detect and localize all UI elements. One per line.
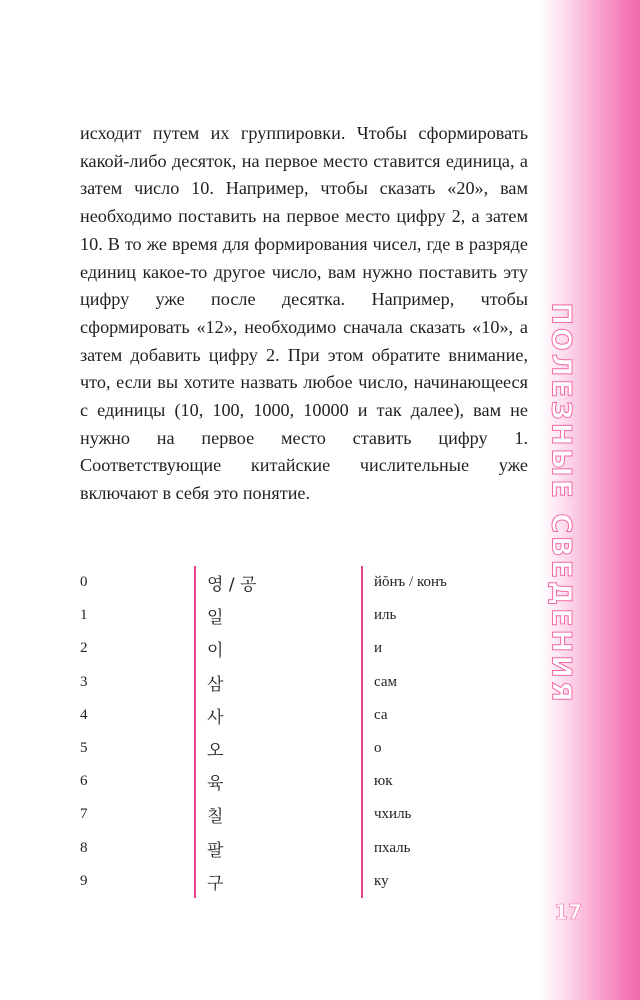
table-row [80,798,460,831]
table-row [80,765,460,798]
korean-cell: 팔 [194,832,361,865]
digit-cell: 5 [80,740,88,757]
korean-cell: 칠 [194,798,361,831]
transliteration-cell: са [361,699,460,732]
table-row [80,832,460,865]
transliteration-cell: иль [361,599,460,632]
digit-cell: 7 [80,806,88,823]
table-row [80,599,460,632]
digit-cell: 6 [80,773,88,790]
table-row [80,566,460,599]
table-row [80,632,460,665]
korean-cell: 일 [194,599,361,632]
section-title-text: ПОЛЕЗНЫЕ СВЕДЕНИЯ [545,301,577,705]
section-title [538,301,584,705]
transliteration-cell: чхиль [361,798,460,831]
digit-cell: 3 [80,673,88,690]
transliteration-cell: о [361,732,460,765]
korean-cell: 삼 [194,666,361,699]
transliteration-cell: пхаль [361,832,460,865]
transliteration-cell: и [361,632,460,665]
korean-cell: 오 [194,732,361,765]
korean-cell: 구 [194,865,361,898]
transliteration-cell: юк [361,765,460,798]
digit-cell: 1 [80,607,88,624]
table-row [80,699,460,732]
korean-cell: 영 / 공 [194,566,361,599]
korean-cell: 이 [194,632,361,665]
table-row [80,732,460,765]
digit-cell: 4 [80,706,88,723]
transliteration-cell: ку [361,865,460,898]
digit-cell: 9 [80,872,88,889]
digit-cell: 0 [80,574,88,591]
table-row [80,865,460,898]
body-paragraph: исходит путем их группировки. Чтобы сформировать какой-либо десяток, на первое место ставится единица, а затем число 10. Например, чтобы сказать «20», вам необходимо поставить на первое место цифру 2, а затем 10. В то же время для формирования чисел, где в разряде единиц какое-то другое число, вам нужно поставить эту цифру уже после десятка. Например, чтобы сформировать «12», необходимо сначала сказать «10», а затем добавить цифру 2. При этом обратите внимание, что, если вы хотите назвать любое число, начинающееся с единицы (10, 100, 1000, 10000 и так далее), вам не нужно на первое место ставить цифру 1. Соответствующие китайские числительные уже включают в себя это понятие. [80,123,528,504]
korean-cell: 육 [194,765,361,798]
page-number: 17 [554,900,582,924]
numbers-table [80,566,460,898]
transliteration-cell: сам [361,666,460,699]
digit-cell: 2 [80,640,88,657]
transliteration-cell: йŏнъ / конъ [361,566,460,599]
digit-cell: 8 [80,839,88,856]
korean-cell: 사 [194,699,361,732]
table-row [80,666,460,699]
